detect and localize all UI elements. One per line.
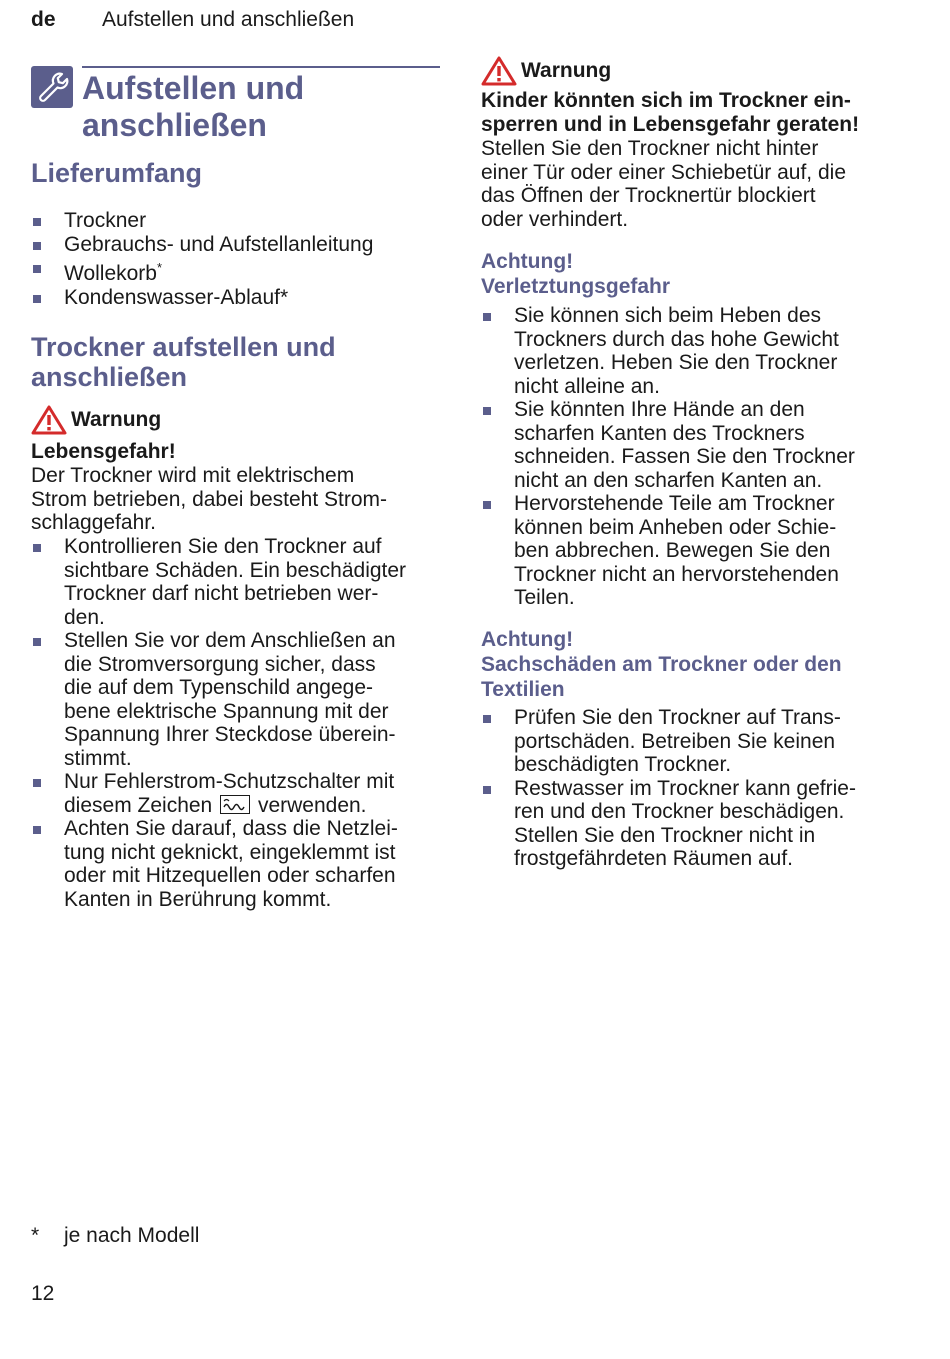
section-rule xyxy=(82,66,440,68)
list-item: Stellen Sie vor dem Anschließen an die Stromversorgung sicher, dass die auf dem Typenschild angege- bene elektrische Spannung mit der Spannung Ihrer Steckdose überein- stimmt. xyxy=(31,629,441,770)
list-item: Prüfen Sie den Trockner auf Trans- portschäden. Betreiben Sie keinen beschädigten Trockner. xyxy=(481,706,893,777)
warning-text: Der Trockner wird mit elektrischem Strom betrieben, dabei besteht Strom- schlaggefahr. xyxy=(31,464,388,534)
rcd-symbol-icon xyxy=(220,795,250,814)
list-item: Hervorstehende Teile am Trockner können beim Anheben oder Schie- ben abbrechen. Bewegen Sie den Trockner nicht an hervorstehenden Teilen. xyxy=(481,492,893,610)
list-item: Sie können sich beim Heben des Trockners durch das hohe Gewicht verletzen. Heben Sie den Trockner nicht alleine an. xyxy=(481,304,893,398)
bullet-square-icon xyxy=(33,242,41,250)
section-title xyxy=(82,70,442,144)
bullet-square-icon xyxy=(483,313,491,321)
list-item: Achten Sie darauf, dass die Netzlei- tung nicht geknickt, eingeklemmt ist oder mit Hitzequellen oder scharfen Kanten in Berührung kommt. xyxy=(31,817,441,911)
bullet-square-icon xyxy=(33,265,41,273)
bullet-square-icon xyxy=(483,715,491,723)
safety-bullet-list xyxy=(31,535,441,911)
bullet-square-icon xyxy=(483,501,491,509)
list-item: Sie könnten Ihre Hände an den scharfen Kanten des Trockners schneiden. Fassen Sie den Trockner nicht an den scharfen Kanten an. xyxy=(481,398,893,492)
caution-injury: Achtung! Verletztungsgefahr xyxy=(481,250,671,298)
page-number: 12 xyxy=(31,1282,55,1305)
warning-title: Lebensgefahr! xyxy=(31,440,176,463)
bullet-square-icon xyxy=(33,218,41,226)
warning-text-children: Stellen Sie den Trockner nicht hinter einer Tür oder einer Schiebetür auf, die das Öffnen der Trocknertür blockiert oder verhindert. xyxy=(481,137,846,231)
list-item: Kondenswasser-Ablauf* xyxy=(31,286,441,310)
bullet-square-icon xyxy=(33,779,41,787)
heading-lieferumfang: Lieferumfang xyxy=(31,158,203,188)
heading-setup: Trockner aufstellen und anschließen xyxy=(31,332,336,392)
list-item: Restwasser im Trockner kann gefrie- ren und den Trockner beschädigen. Stellen Sie den Trockner nicht in frostgefährdeten Räumen auf. xyxy=(481,777,893,871)
bullet-square-icon xyxy=(33,826,41,834)
language-code: de xyxy=(31,8,56,31)
bullet-square-icon xyxy=(33,295,41,303)
footnote-marker: * xyxy=(31,1224,40,1247)
caution-property-damage: Achtung! Sachschäden am Trockner oder den Textilien xyxy=(481,628,842,701)
footnote-text: je nach Modell xyxy=(64,1224,200,1247)
warning-triangle-icon xyxy=(481,56,517,86)
section-title-line2: anschließen xyxy=(82,107,267,143)
bullet-square-icon xyxy=(483,786,491,794)
scope-of-delivery-list xyxy=(31,209,441,309)
list-item: Trockner xyxy=(31,209,441,233)
bullet-square-icon xyxy=(33,638,41,646)
warning-header-left: Warnung xyxy=(31,405,161,435)
list-item: Nur Fehlerstrom-Schutzschalter mit diesem Zeichen verwenden. xyxy=(31,770,441,817)
warning-title-children: Kinder könnten sich im Trockner ein- sperren und in Lebensgefahr geraten! xyxy=(481,89,860,136)
warning-triangle-icon xyxy=(31,405,67,435)
bullet-square-icon xyxy=(33,544,41,552)
footnote xyxy=(31,1224,199,1248)
list-item: Wollekorb* xyxy=(31,256,441,286)
warning-header-right: Warnung xyxy=(481,56,611,86)
bullet-square-icon xyxy=(483,407,491,415)
injury-bullet-list xyxy=(481,304,893,610)
list-item: Gebrauchs- und Aufstellanleitung xyxy=(31,233,441,257)
damage-bullet-list xyxy=(481,706,893,871)
list-item: Kontrollieren Sie den Trockner auf sichtbare Schäden. Ein beschädigter Trockner darf nicht betrieben wer- den. xyxy=(31,535,441,629)
running-header-title: Aufstellen und anschließen xyxy=(102,8,355,31)
section-title-line1: Aufstellen und xyxy=(82,70,305,106)
wrench-icon xyxy=(31,66,73,108)
